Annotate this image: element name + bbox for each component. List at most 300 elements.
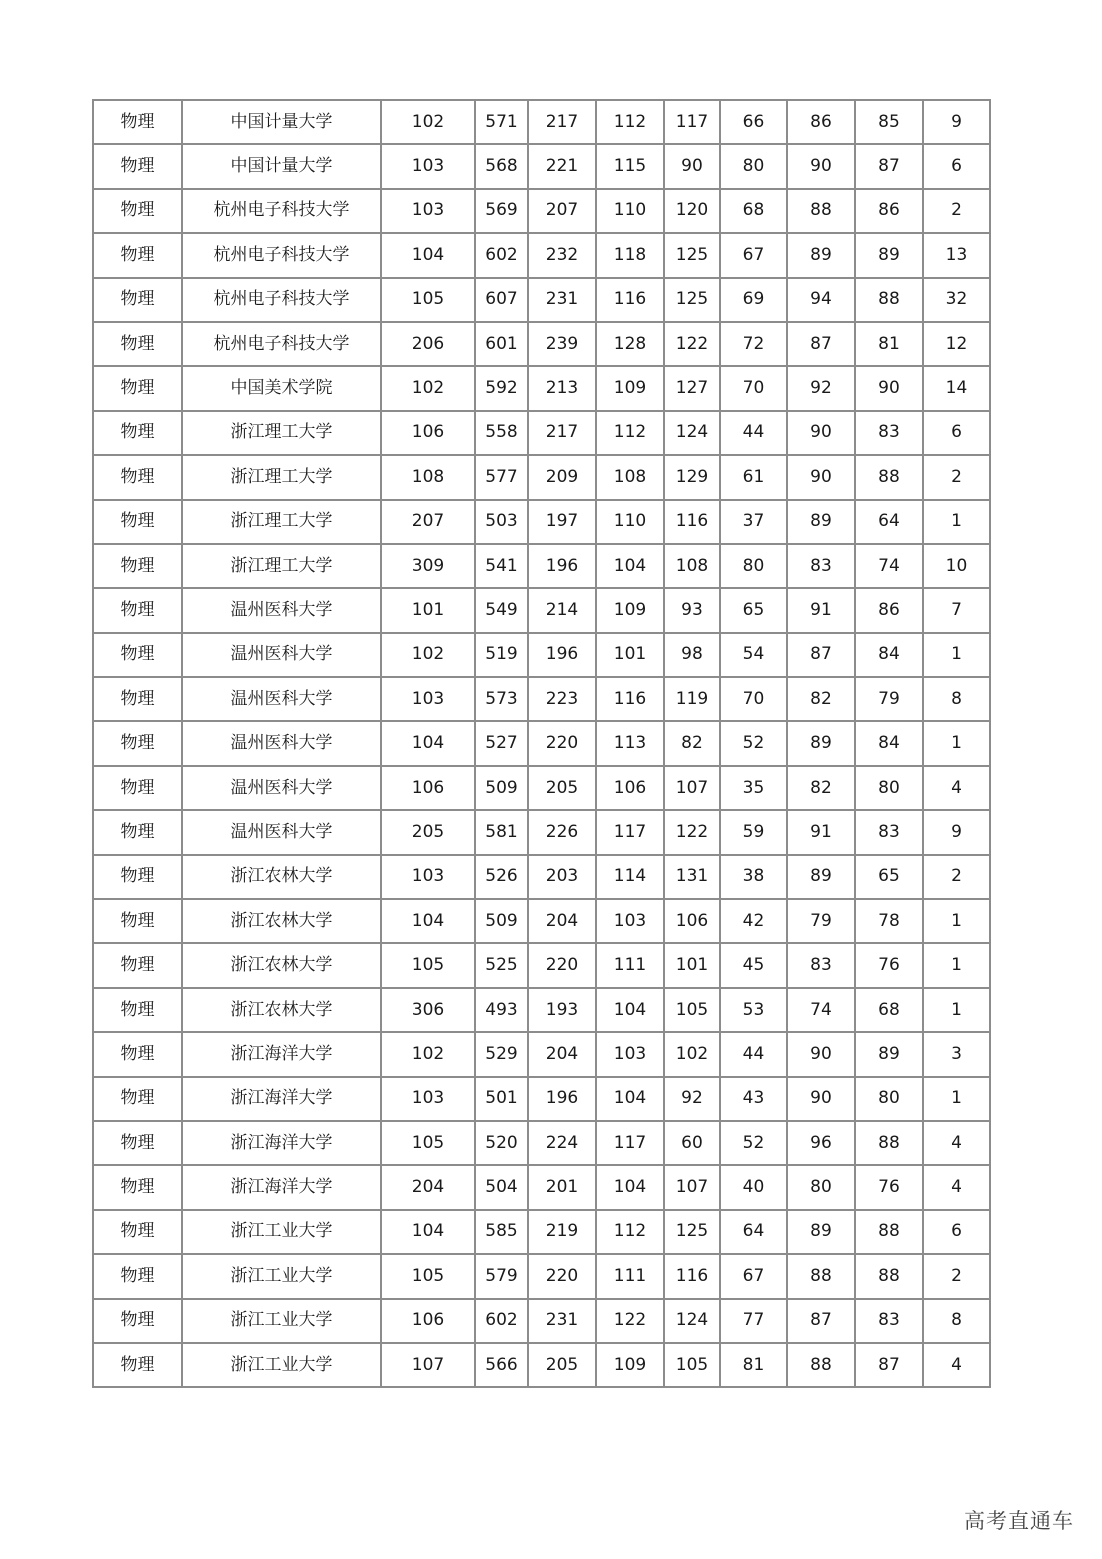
university-cell: 浙江工业大学 xyxy=(182,1254,381,1298)
subject-score-d-cell: 89 xyxy=(787,721,855,765)
major-group-cell: 106 xyxy=(381,766,475,810)
subject-score-c-cell: 80 xyxy=(720,144,787,188)
table-row xyxy=(93,588,990,632)
subject-score-c-cell: 80 xyxy=(720,544,787,588)
subject-score-b-cell: 102 xyxy=(664,1032,720,1076)
major-group-cell: 205 xyxy=(381,810,475,854)
table-row xyxy=(93,633,990,677)
chinese-math-cell: 217 xyxy=(528,411,596,455)
subject-score-a-cell: 104 xyxy=(596,988,664,1032)
subject-score-c-cell: 81 xyxy=(720,1343,787,1387)
major-group-cell: 103 xyxy=(381,144,475,188)
major-group-cell: 104 xyxy=(381,1210,475,1254)
table-row xyxy=(93,1210,990,1254)
total-score-cell: 592 xyxy=(475,366,528,410)
count-cell: 14 xyxy=(923,366,990,410)
subject-score-d-cell: 83 xyxy=(787,943,855,987)
chinese-math-cell: 207 xyxy=(528,189,596,233)
table-row xyxy=(93,411,990,455)
subject-cell: 物理 xyxy=(93,1299,182,1343)
subject-cell: 物理 xyxy=(93,899,182,943)
subject-score-a-cell: 115 xyxy=(596,144,664,188)
subject-cell: 物理 xyxy=(93,189,182,233)
count-cell: 2 xyxy=(923,855,990,899)
major-group-cell: 104 xyxy=(381,721,475,765)
university-cell: 浙江海洋大学 xyxy=(182,1032,381,1076)
major-group-cell: 102 xyxy=(381,366,475,410)
subject-score-c-cell: 43 xyxy=(720,1077,787,1121)
subject-score-b-cell: 93 xyxy=(664,588,720,632)
chinese-math-cell: 221 xyxy=(528,144,596,188)
total-score-cell: 493 xyxy=(475,988,528,1032)
university-cell: 浙江工业大学 xyxy=(182,1210,381,1254)
subject-score-e-cell: 83 xyxy=(855,411,923,455)
total-score-cell: 529 xyxy=(475,1032,528,1076)
subject-score-a-cell: 104 xyxy=(596,544,664,588)
subject-score-d-cell: 79 xyxy=(787,899,855,943)
subject-cell: 物理 xyxy=(93,366,182,410)
subject-score-d-cell: 89 xyxy=(787,1210,855,1254)
major-group-cell: 206 xyxy=(381,322,475,366)
table-row xyxy=(93,500,990,544)
subject-cell: 物理 xyxy=(93,411,182,455)
university-cell: 浙江农林大学 xyxy=(182,943,381,987)
table-row xyxy=(93,677,990,721)
chinese-math-cell: 196 xyxy=(528,633,596,677)
total-score-cell: 579 xyxy=(475,1254,528,1298)
subject-score-b-cell: 124 xyxy=(664,411,720,455)
chinese-math-cell: 193 xyxy=(528,988,596,1032)
university-cell: 浙江海洋大学 xyxy=(182,1077,381,1121)
subject-score-e-cell: 78 xyxy=(855,899,923,943)
total-score-cell: 571 xyxy=(475,100,528,144)
subject-score-b-cell: 105 xyxy=(664,988,720,1032)
subject-score-a-cell: 108 xyxy=(596,455,664,499)
total-score-cell: 549 xyxy=(475,588,528,632)
subject-score-c-cell: 70 xyxy=(720,677,787,721)
subject-cell: 物理 xyxy=(93,1165,182,1209)
major-group-cell: 309 xyxy=(381,544,475,588)
count-cell: 1 xyxy=(923,633,990,677)
subject-score-d-cell: 88 xyxy=(787,189,855,233)
table-row xyxy=(93,810,990,854)
subject-cell: 物理 xyxy=(93,100,182,144)
university-cell: 浙江理工大学 xyxy=(182,500,381,544)
count-cell: 4 xyxy=(923,1121,990,1165)
subject-score-e-cell: 79 xyxy=(855,677,923,721)
subject-score-a-cell: 103 xyxy=(596,1032,664,1076)
major-group-cell: 207 xyxy=(381,500,475,544)
subject-score-c-cell: 67 xyxy=(720,1254,787,1298)
table-row xyxy=(93,233,990,277)
chinese-math-cell: 197 xyxy=(528,500,596,544)
count-cell: 1 xyxy=(923,943,990,987)
table-body xyxy=(93,100,990,1387)
count-cell: 7 xyxy=(923,588,990,632)
subject-score-c-cell: 77 xyxy=(720,1299,787,1343)
major-group-cell: 105 xyxy=(381,1121,475,1165)
subject-score-a-cell: 112 xyxy=(596,100,664,144)
table-row xyxy=(93,455,990,499)
chinese-math-cell: 205 xyxy=(528,766,596,810)
chinese-math-cell: 209 xyxy=(528,455,596,499)
table-row xyxy=(93,322,990,366)
subject-score-d-cell: 89 xyxy=(787,233,855,277)
subject-score-a-cell: 109 xyxy=(596,1343,664,1387)
subject-score-a-cell: 117 xyxy=(596,1121,664,1165)
subject-cell: 物理 xyxy=(93,1032,182,1076)
university-cell: 温州医科大学 xyxy=(182,810,381,854)
university-cell: 温州医科大学 xyxy=(182,588,381,632)
subject-score-d-cell: 80 xyxy=(787,1165,855,1209)
subject-score-b-cell: 90 xyxy=(664,144,720,188)
table-row xyxy=(93,100,990,144)
subject-score-e-cell: 86 xyxy=(855,588,923,632)
subject-cell: 物理 xyxy=(93,588,182,632)
major-group-cell: 104 xyxy=(381,233,475,277)
subject-score-c-cell: 72 xyxy=(720,322,787,366)
subject-score-b-cell: 131 xyxy=(664,855,720,899)
subject-score-a-cell: 116 xyxy=(596,677,664,721)
subject-score-c-cell: 45 xyxy=(720,943,787,987)
university-cell: 浙江农林大学 xyxy=(182,988,381,1032)
count-cell: 1 xyxy=(923,500,990,544)
chinese-math-cell: 204 xyxy=(528,1032,596,1076)
table-row xyxy=(93,855,990,899)
subject-score-c-cell: 69 xyxy=(720,278,787,322)
table-row xyxy=(93,1254,990,1298)
university-cell: 杭州电子科技大学 xyxy=(182,233,381,277)
subject-score-c-cell: 44 xyxy=(720,1032,787,1076)
subject-score-c-cell: 70 xyxy=(720,366,787,410)
subject-score-a-cell: 114 xyxy=(596,855,664,899)
count-cell: 13 xyxy=(923,233,990,277)
subject-score-a-cell: 128 xyxy=(596,322,664,366)
university-cell: 中国计量大学 xyxy=(182,100,381,144)
major-group-cell: 105 xyxy=(381,943,475,987)
subject-score-d-cell: 94 xyxy=(787,278,855,322)
subject-score-b-cell: 60 xyxy=(664,1121,720,1165)
count-cell: 2 xyxy=(923,189,990,233)
university-cell: 浙江理工大学 xyxy=(182,455,381,499)
count-cell: 6 xyxy=(923,411,990,455)
subject-cell: 物理 xyxy=(93,1343,182,1387)
major-group-cell: 106 xyxy=(381,411,475,455)
subject-score-b-cell: 107 xyxy=(664,1165,720,1209)
total-score-cell: 601 xyxy=(475,322,528,366)
subject-cell: 物理 xyxy=(93,810,182,854)
subject-cell: 物理 xyxy=(93,322,182,366)
subject-score-d-cell: 96 xyxy=(787,1121,855,1165)
total-score-cell: 602 xyxy=(475,233,528,277)
subject-cell: 物理 xyxy=(93,943,182,987)
major-group-cell: 105 xyxy=(381,278,475,322)
count-cell: 3 xyxy=(923,1032,990,1076)
subject-score-e-cell: 80 xyxy=(855,766,923,810)
subject-score-d-cell: 88 xyxy=(787,1254,855,1298)
subject-score-d-cell: 74 xyxy=(787,988,855,1032)
subject-score-d-cell: 89 xyxy=(787,855,855,899)
count-cell: 4 xyxy=(923,1165,990,1209)
subject-score-d-cell: 88 xyxy=(787,1343,855,1387)
subject-score-d-cell: 82 xyxy=(787,766,855,810)
total-score-cell: 520 xyxy=(475,1121,528,1165)
count-cell: 9 xyxy=(923,810,990,854)
subject-score-e-cell: 85 xyxy=(855,100,923,144)
university-cell: 浙江海洋大学 xyxy=(182,1165,381,1209)
subject-score-b-cell: 119 xyxy=(664,677,720,721)
subject-score-c-cell: 52 xyxy=(720,1121,787,1165)
subject-score-a-cell: 109 xyxy=(596,588,664,632)
total-score-cell: 581 xyxy=(475,810,528,854)
total-score-cell: 504 xyxy=(475,1165,528,1209)
subject-score-e-cell: 68 xyxy=(855,988,923,1032)
subject-cell: 物理 xyxy=(93,233,182,277)
subject-score-a-cell: 112 xyxy=(596,1210,664,1254)
count-cell: 32 xyxy=(923,278,990,322)
subject-score-a-cell: 122 xyxy=(596,1299,664,1343)
total-score-cell: 569 xyxy=(475,189,528,233)
subject-score-b-cell: 105 xyxy=(664,1343,720,1387)
chinese-math-cell: 203 xyxy=(528,855,596,899)
subject-score-c-cell: 65 xyxy=(720,588,787,632)
subject-cell: 物理 xyxy=(93,144,182,188)
subject-score-b-cell: 125 xyxy=(664,233,720,277)
chinese-math-cell: 232 xyxy=(528,233,596,277)
subject-score-c-cell: 66 xyxy=(720,100,787,144)
subject-score-a-cell: 106 xyxy=(596,766,664,810)
major-group-cell: 204 xyxy=(381,1165,475,1209)
subject-cell: 物理 xyxy=(93,1077,182,1121)
subject-score-b-cell: 98 xyxy=(664,633,720,677)
count-cell: 8 xyxy=(923,677,990,721)
subject-score-c-cell: 64 xyxy=(720,1210,787,1254)
chinese-math-cell: 226 xyxy=(528,810,596,854)
university-cell: 温州医科大学 xyxy=(182,766,381,810)
subject-score-c-cell: 54 xyxy=(720,633,787,677)
count-cell: 1 xyxy=(923,721,990,765)
subject-cell: 物理 xyxy=(93,855,182,899)
university-cell: 杭州电子科技大学 xyxy=(182,278,381,322)
subject-score-e-cell: 81 xyxy=(855,322,923,366)
total-score-cell: 525 xyxy=(475,943,528,987)
subject-score-c-cell: 38 xyxy=(720,855,787,899)
university-cell: 中国计量大学 xyxy=(182,144,381,188)
table-row xyxy=(93,943,990,987)
subject-score-e-cell: 65 xyxy=(855,855,923,899)
total-score-cell: 509 xyxy=(475,899,528,943)
table-row xyxy=(93,1343,990,1387)
subject-cell: 物理 xyxy=(93,500,182,544)
count-cell: 8 xyxy=(923,1299,990,1343)
total-score-cell: 503 xyxy=(475,500,528,544)
subject-score-d-cell: 90 xyxy=(787,1077,855,1121)
table-row xyxy=(93,1121,990,1165)
count-cell: 1 xyxy=(923,1077,990,1121)
subject-score-a-cell: 104 xyxy=(596,1165,664,1209)
subject-score-d-cell: 90 xyxy=(787,411,855,455)
subject-score-b-cell: 120 xyxy=(664,189,720,233)
subject-score-d-cell: 90 xyxy=(787,144,855,188)
subject-score-a-cell: 111 xyxy=(596,943,664,987)
subject-cell: 物理 xyxy=(93,633,182,677)
subject-score-b-cell: 125 xyxy=(664,1210,720,1254)
subject-score-b-cell: 122 xyxy=(664,322,720,366)
major-group-cell: 103 xyxy=(381,855,475,899)
subject-score-a-cell: 113 xyxy=(596,721,664,765)
subject-score-e-cell: 83 xyxy=(855,810,923,854)
subject-score-a-cell: 110 xyxy=(596,500,664,544)
subject-score-e-cell: 76 xyxy=(855,1165,923,1209)
subject-score-b-cell: 125 xyxy=(664,278,720,322)
major-group-cell: 103 xyxy=(381,1077,475,1121)
table-row xyxy=(93,766,990,810)
chinese-math-cell: 201 xyxy=(528,1165,596,1209)
total-score-cell: 501 xyxy=(475,1077,528,1121)
total-score-cell: 526 xyxy=(475,855,528,899)
chinese-math-cell: 217 xyxy=(528,100,596,144)
subject-score-e-cell: 88 xyxy=(855,1210,923,1254)
count-cell: 9 xyxy=(923,100,990,144)
subject-score-a-cell: 109 xyxy=(596,366,664,410)
subject-score-d-cell: 87 xyxy=(787,633,855,677)
admission-score-table xyxy=(92,99,991,1388)
major-group-cell: 103 xyxy=(381,189,475,233)
subject-score-e-cell: 87 xyxy=(855,1343,923,1387)
subject-cell: 物理 xyxy=(93,1254,182,1298)
chinese-math-cell: 220 xyxy=(528,721,596,765)
total-score-cell: 541 xyxy=(475,544,528,588)
count-cell: 6 xyxy=(923,144,990,188)
subject-score-e-cell: 80 xyxy=(855,1077,923,1121)
table-row xyxy=(93,189,990,233)
subject-score-e-cell: 90 xyxy=(855,366,923,410)
total-score-cell: 568 xyxy=(475,144,528,188)
table-row xyxy=(93,1299,990,1343)
chinese-math-cell: 223 xyxy=(528,677,596,721)
subject-score-c-cell: 44 xyxy=(720,411,787,455)
major-group-cell: 102 xyxy=(381,1032,475,1076)
total-score-cell: 577 xyxy=(475,455,528,499)
table-row xyxy=(93,144,990,188)
university-cell: 杭州电子科技大学 xyxy=(182,322,381,366)
subject-score-b-cell: 82 xyxy=(664,721,720,765)
subject-score-c-cell: 37 xyxy=(720,500,787,544)
subject-score-e-cell: 76 xyxy=(855,943,923,987)
major-group-cell: 102 xyxy=(381,100,475,144)
subject-score-a-cell: 112 xyxy=(596,411,664,455)
chinese-math-cell: 205 xyxy=(528,1343,596,1387)
university-cell: 中国美术学院 xyxy=(182,366,381,410)
table-row xyxy=(93,1165,990,1209)
university-cell: 杭州电子科技大学 xyxy=(182,189,381,233)
table-row xyxy=(93,278,990,322)
subject-score-b-cell: 117 xyxy=(664,100,720,144)
chinese-math-cell: 196 xyxy=(528,1077,596,1121)
subject-score-e-cell: 88 xyxy=(855,1254,923,1298)
total-score-cell: 566 xyxy=(475,1343,528,1387)
subject-score-b-cell: 92 xyxy=(664,1077,720,1121)
subject-score-e-cell: 88 xyxy=(855,278,923,322)
subject-score-e-cell: 74 xyxy=(855,544,923,588)
chinese-math-cell: 220 xyxy=(528,943,596,987)
university-cell: 浙江工业大学 xyxy=(182,1343,381,1387)
subject-score-a-cell: 103 xyxy=(596,899,664,943)
major-group-cell: 105 xyxy=(381,1254,475,1298)
chinese-math-cell: 224 xyxy=(528,1121,596,1165)
subject-cell: 物理 xyxy=(93,544,182,588)
chinese-math-cell: 220 xyxy=(528,1254,596,1298)
count-cell: 12 xyxy=(923,322,990,366)
subject-cell: 物理 xyxy=(93,721,182,765)
subject-score-b-cell: 116 xyxy=(664,1254,720,1298)
subject-score-e-cell: 84 xyxy=(855,721,923,765)
chinese-math-cell: 239 xyxy=(528,322,596,366)
subject-score-e-cell: 83 xyxy=(855,1299,923,1343)
subject-score-c-cell: 40 xyxy=(720,1165,787,1209)
subject-score-c-cell: 59 xyxy=(720,810,787,854)
subject-score-d-cell: 90 xyxy=(787,455,855,499)
table-row xyxy=(93,721,990,765)
subject-score-d-cell: 90 xyxy=(787,1032,855,1076)
subject-score-e-cell: 64 xyxy=(855,500,923,544)
subject-score-b-cell: 101 xyxy=(664,943,720,987)
subject-score-d-cell: 92 xyxy=(787,366,855,410)
major-group-cell: 306 xyxy=(381,988,475,1032)
count-cell: 6 xyxy=(923,1210,990,1254)
subject-score-b-cell: 116 xyxy=(664,500,720,544)
subject-score-d-cell: 83 xyxy=(787,544,855,588)
subject-score-d-cell: 82 xyxy=(787,677,855,721)
chinese-math-cell: 213 xyxy=(528,366,596,410)
major-group-cell: 102 xyxy=(381,633,475,677)
subject-score-b-cell: 124 xyxy=(664,1299,720,1343)
table-row xyxy=(93,544,990,588)
subject-score-b-cell: 129 xyxy=(664,455,720,499)
subject-cell: 物理 xyxy=(93,455,182,499)
subject-score-c-cell: 52 xyxy=(720,721,787,765)
university-cell: 温州医科大学 xyxy=(182,677,381,721)
subject-cell: 物理 xyxy=(93,988,182,1032)
subject-score-b-cell: 107 xyxy=(664,766,720,810)
major-group-cell: 101 xyxy=(381,588,475,632)
university-cell: 温州医科大学 xyxy=(182,633,381,677)
major-group-cell: 107 xyxy=(381,1343,475,1387)
subject-score-a-cell: 118 xyxy=(596,233,664,277)
major-group-cell: 106 xyxy=(381,1299,475,1343)
count-cell: 10 xyxy=(923,544,990,588)
subject-cell: 物理 xyxy=(93,677,182,721)
chinese-math-cell: 204 xyxy=(528,899,596,943)
university-cell: 浙江农林大学 xyxy=(182,855,381,899)
subject-score-b-cell: 108 xyxy=(664,544,720,588)
major-group-cell: 104 xyxy=(381,899,475,943)
count-cell: 2 xyxy=(923,455,990,499)
subject-score-c-cell: 53 xyxy=(720,988,787,1032)
subject-score-d-cell: 91 xyxy=(787,810,855,854)
table-row xyxy=(93,366,990,410)
count-cell: 2 xyxy=(923,1254,990,1298)
subject-cell: 物理 xyxy=(93,1121,182,1165)
subject-score-e-cell: 88 xyxy=(855,455,923,499)
subject-score-c-cell: 61 xyxy=(720,455,787,499)
university-cell: 浙江农林大学 xyxy=(182,899,381,943)
subject-score-a-cell: 116 xyxy=(596,278,664,322)
table-row xyxy=(93,899,990,943)
total-score-cell: 607 xyxy=(475,278,528,322)
table-row xyxy=(93,988,990,1032)
university-cell: 浙江海洋大学 xyxy=(182,1121,381,1165)
